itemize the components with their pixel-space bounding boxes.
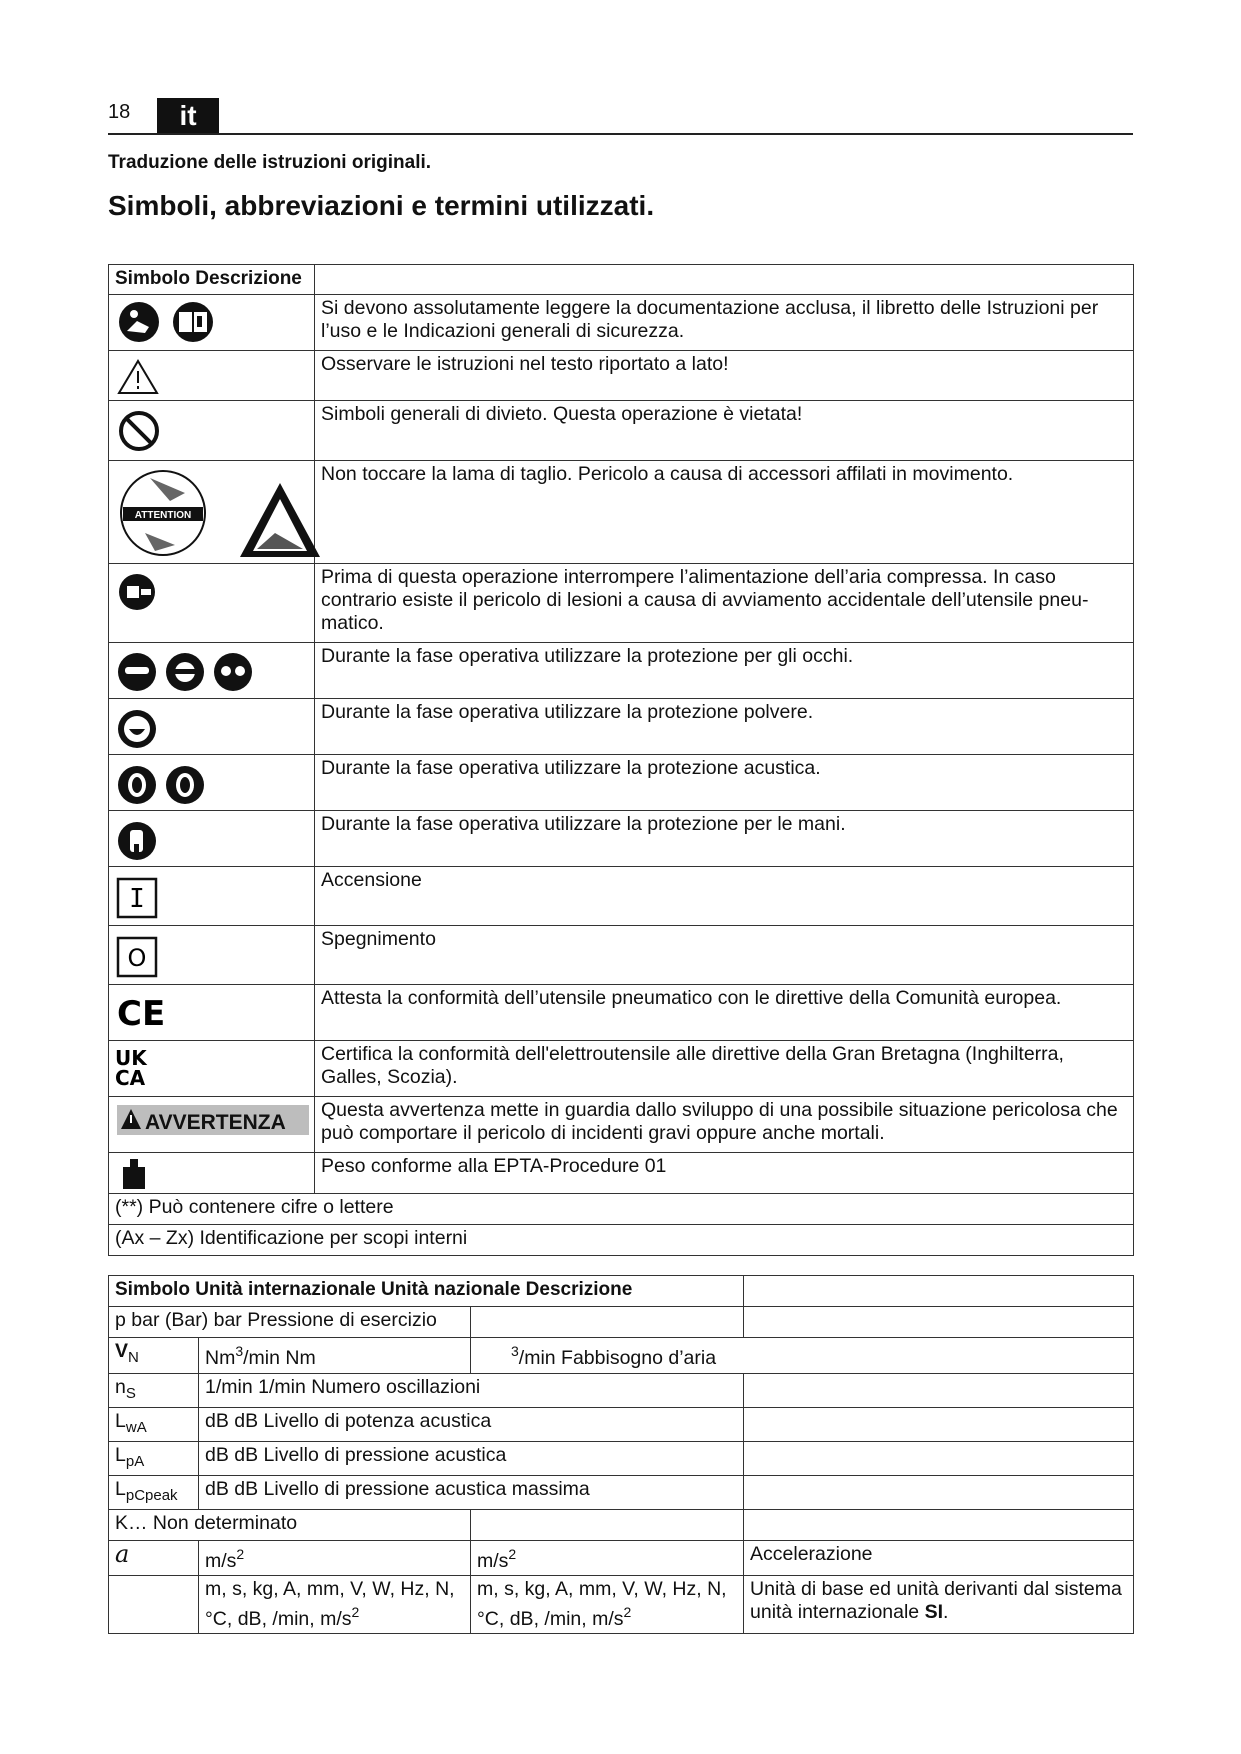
ear-protection-text: Durante la fase operativa utilizzare la protezione acustica. [315, 755, 1134, 811]
note-digits-letters: (**) Può contenere cifre o lettere [109, 1194, 1134, 1225]
dust-mask-text: Durante la fase operativa utilizzare la protezione polvere. [315, 699, 1134, 755]
row-oscillations: 1/min 1/min Numero oscillazioni [199, 1374, 744, 1408]
symbol-a: a [109, 1541, 199, 1576]
weight-icon [109, 1153, 315, 1194]
svg-text:CE: CE [117, 994, 166, 1033]
eye-protection-text: Durante la fase operativa utilizzare la protezione per gli occhi. [315, 643, 1134, 699]
glove-icon [109, 811, 315, 867]
avvertenza-text: Questa avvertenza mette in guardia dallo sviluppo di una possibile situazione pericolosa che può comportare il pericolo di incidenti gravi oppure anche mortali. [315, 1097, 1134, 1153]
row-peak-sound-pressure: dB dB Livello di pressione acustica massima [199, 1476, 744, 1510]
air-consumption-description: $^3$/min Fabbisogno d’aria [471, 1338, 1134, 1374]
svg-text:CA: CA [115, 1066, 146, 1090]
warning-triangle-icon [109, 351, 315, 401]
weight-text: Peso conforme alla EPTA-Procedure 01 [315, 1153, 1134, 1194]
page-title: Simboli, abbreviazioni e termini utilizzati. [108, 190, 655, 221]
avvertenza-label-icon [109, 1097, 315, 1153]
ukca-mark-icon [109, 1041, 315, 1097]
prohibition-text: Simboli generali di divieto. Questa operazione è vietata! [315, 401, 1134, 461]
do-not-touch-blade-icons [109, 461, 315, 564]
power-on-icon [109, 867, 315, 926]
read-manual-icons [109, 295, 315, 351]
ear-protection-icons [109, 755, 315, 811]
power-off-text: Spegnimento [315, 926, 1134, 985]
row-not-determined: K… Non determinato [109, 1510, 471, 1541]
prohibition-icon [109, 401, 315, 461]
symbol-ns: $n_S$ [109, 1374, 199, 1408]
units-table-header: Simbolo Unità internazionale Unità nazionale Descrizione [109, 1276, 744, 1307]
acceleration-description: Accelerazione [744, 1541, 1134, 1576]
glove-text: Durante la fase operativa utilizzare la protezione per le mani. [315, 811, 1134, 867]
note-internal-identification: (Ax – Zx) Identificazione per scopi interni [109, 1225, 1134, 1256]
blade-text: Non toccare la lama di taglio. Pericolo a causa di accessori affilati in movimento. [315, 461, 1134, 564]
ukca-text: Certifica la conformità dell'elettroutensile alle direttive della Gran Bretagna (Inghilterra, Galles, Scozia). [315, 1041, 1134, 1097]
svg-text:AVVERTENZA: AVVERTENZA [145, 1111, 286, 1134]
si-description: Unità di base ed unità derivanti dal sistema unità internazionale SI. [744, 1576, 1134, 1634]
ce-text: Attesta la conformità dell’utensile pneumatico con le direttive della Comunità europea. [315, 985, 1134, 1041]
svg-text:ATTENTION: ATTENTION [134, 510, 192, 521]
dust-mask-icon [109, 699, 315, 755]
disconnect-air-text: Prima di questa operazione interrompere l’alimentazione dell’aria compressa. In caso contrario esiste il pericolo di lesioni a causa di avviamento accidentale dell’utensile pneu-matico. [315, 564, 1134, 643]
acceleration-national-unit: $m/s^2$ [471, 1541, 744, 1576]
symbols-table-header: Simbolo Descrizione [109, 265, 315, 295]
symbols-table [108, 264, 1134, 1256]
symbol-lpa: $L_{pA}$ [109, 1442, 199, 1476]
row-sound-power: dB dB Livello di potenza acustica [199, 1408, 744, 1442]
svg-text:O: O [127, 944, 147, 972]
si-intl-units: m, s, kg, A, mm, V, W, Hz, N, °C, dB, /min, $m/s^2$ [199, 1576, 471, 1634]
symbol-lpcpeak: $L_{pCpeak}$ [109, 1476, 199, 1510]
warning-text: Osservare le istruzioni nel testo riportato a lato! [315, 351, 1134, 401]
air-consumption-unit: Nm$^3$/min Nm [199, 1338, 471, 1374]
language-badge: it [157, 98, 219, 134]
svg-text:UK: UK [115, 1046, 147, 1070]
power-on-text: Accensione [315, 867, 1134, 926]
svg-text:I: I [129, 884, 145, 914]
symbol-vn: $V_N$ [109, 1338, 199, 1374]
symbol-lwa: $L_{wA}$ [109, 1408, 199, 1442]
si-national-units: m, s, kg, A, mm, V, W, Hz, N, °C, dB, /min, $m/s^2$ [471, 1576, 744, 1634]
units-table [108, 1275, 1134, 1634]
row-pressure: p bar (Bar) bar Pressione di esercizio [109, 1307, 471, 1338]
power-off-icon [109, 926, 315, 985]
header-rule [108, 133, 1133, 135]
ce-mark-icon [109, 985, 315, 1041]
acceleration-intl-unit: $m/s^2$ [199, 1541, 471, 1576]
subtitle: Traduzione delle istruzioni originali. [108, 152, 432, 173]
eye-protection-icons [109, 643, 315, 699]
page-number: 18 [108, 101, 131, 123]
read-manual-text: Si devono assolutamente leggere la documentazione acclusa, il libretto delle Istruzioni per l’uso e le Indicazioni generali di sicurezza. [315, 295, 1134, 351]
disconnect-air-icon [109, 564, 315, 643]
row-sound-pressure: dB dB Livello di pressione acustica [199, 1442, 744, 1476]
